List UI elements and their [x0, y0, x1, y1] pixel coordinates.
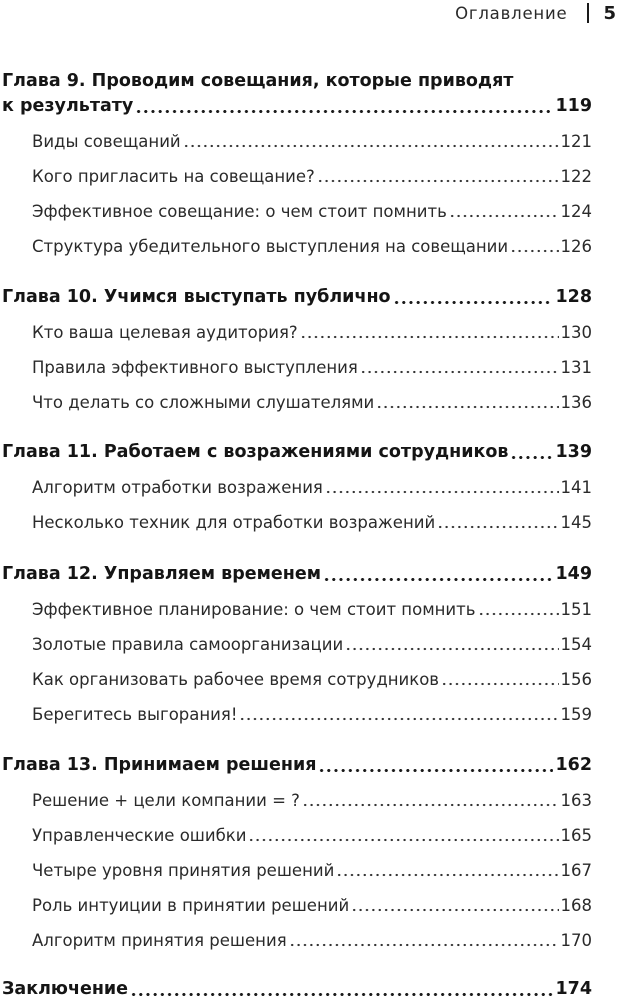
toc-section[interactable] [32, 898, 592, 915]
dot-leader [510, 454, 553, 460]
dot-leader [441, 680, 558, 686]
dot-leader [325, 488, 559, 494]
chapter-title: Глава 12. Управляем временем [2, 564, 322, 584]
toc-section[interactable] [32, 204, 592, 221]
section-page: 141 [560, 478, 592, 497]
section-title: Кто ваша целевая аудитория? [32, 323, 298, 342]
toc-section[interactable] [32, 672, 592, 689]
chapter-page: 149 [555, 564, 592, 584]
section-title: Несколько техник для отработки возражений [32, 513, 436, 532]
dot-leader [345, 645, 558, 651]
page-number: 5 [603, 2, 616, 24]
toc-section[interactable] [32, 325, 592, 342]
toc-section[interactable] [32, 360, 592, 377]
chapter-page: 174 [555, 979, 592, 999]
dot-leader [336, 871, 558, 877]
dot-leader [302, 801, 559, 807]
chapter-page: 119 [555, 96, 592, 116]
section-title: Роль интуиции в принятии решений [32, 896, 350, 915]
toc-chapter-9[interactable] [2, 98, 592, 116]
section-page: 124 [560, 202, 592, 221]
section-page: 131 [560, 358, 592, 377]
section-page: 130 [560, 323, 592, 342]
dot-leader [183, 142, 559, 148]
dot-leader [318, 767, 553, 773]
toc-section[interactable] [32, 169, 592, 186]
dot-leader [239, 715, 558, 721]
toc-section[interactable] [32, 863, 592, 880]
section-page: 126 [560, 237, 592, 256]
chapter-title: Заключение [2, 979, 129, 999]
section-title: Алгоритм принятия решения [32, 931, 287, 950]
toc-section[interactable] [32, 828, 592, 845]
section-title: Правила эффективного выступления [32, 358, 358, 377]
section-page: 145 [560, 513, 592, 532]
section-title: Алгоритм отработки возражения [32, 478, 323, 497]
dot-leader [449, 212, 559, 218]
dot-leader [135, 108, 553, 114]
section-title: Как организовать рабочее время сотрудников [32, 670, 440, 689]
section-page: 159 [560, 705, 592, 724]
section-page: 165 [560, 826, 592, 845]
chapter-title: Глава 13. Принимаем решения [2, 755, 317, 775]
toc-chapter-10[interactable] [2, 289, 592, 307]
toc-section[interactable] [32, 395, 592, 412]
section-page: 154 [560, 635, 592, 654]
section-page: 163 [560, 791, 592, 810]
toc-section[interactable] [32, 933, 592, 950]
toc-section[interactable] [32, 134, 592, 151]
dot-leader [510, 247, 558, 253]
section-title: Четыре уровня принятия решений [32, 861, 335, 880]
toc-section[interactable] [32, 637, 592, 654]
dot-leader [248, 836, 558, 842]
toc-section[interactable] [32, 515, 592, 532]
dot-leader [437, 523, 558, 529]
section-page: 136 [560, 393, 592, 412]
dot-leader [317, 177, 559, 183]
chapter-title: к результату [2, 96, 134, 116]
section-title: Эффективное планирование: о чем стоит помнить [32, 600, 476, 619]
header-title: Оглавление [455, 3, 568, 23]
dot-leader [360, 368, 559, 374]
chapter-page: 128 [555, 287, 592, 307]
section-page: 168 [560, 896, 592, 915]
dot-leader [130, 991, 553, 997]
toc-chapter-11[interactable] [2, 444, 592, 462]
toc-section[interactable] [32, 480, 592, 497]
section-title: Виды совещаний [32, 132, 181, 151]
toc-conclusion[interactable] [2, 981, 592, 999]
chapter-page: 162 [555, 755, 592, 775]
chapter-title: Глава 11. Работаем с возражениями сотрудников [2, 442, 509, 462]
section-page: 170 [560, 931, 592, 950]
section-page: 122 [560, 167, 592, 186]
section-title: Структура убедительного выступления на совещании [32, 237, 509, 256]
section-page: 151 [560, 600, 592, 619]
toc-section[interactable] [32, 602, 592, 619]
dot-leader [376, 403, 558, 409]
section-title: Берегитесь выгорания! [32, 705, 238, 724]
section-title: Решение + цели компании = ? [32, 791, 300, 810]
section-title: Управленческие ошибки [32, 826, 247, 845]
toc-section[interactable] [32, 793, 592, 810]
dot-leader [478, 610, 559, 616]
section-title: Кого пригласить на совещание? [32, 167, 315, 186]
toc-section[interactable] [32, 707, 592, 724]
section-page: 156 [560, 670, 592, 689]
dot-leader [393, 299, 554, 305]
section-title: Золотые правила самоорганизации [32, 635, 344, 654]
section-title: Что делать со сложными слушателями [32, 393, 375, 412]
toc-section[interactable] [32, 239, 592, 256]
toc-chapter-12[interactable] [2, 566, 592, 584]
dot-leader [351, 906, 558, 912]
section-page: 167 [560, 861, 592, 880]
dot-leader [300, 333, 559, 339]
dot-leader [323, 576, 553, 582]
chapter-9-title-line1: Глава 9. Проводим совещания, которые приводят [2, 71, 514, 91]
section-page: 121 [560, 132, 592, 151]
toc-chapter-13[interactable] [2, 757, 592, 775]
chapter-title: Глава 10. Учимся выступать публично [2, 287, 391, 307]
dot-leader [289, 941, 559, 947]
chapter-page: 139 [555, 442, 592, 462]
section-title: Эффективное совещание: о чем стоит помнить [32, 202, 447, 221]
